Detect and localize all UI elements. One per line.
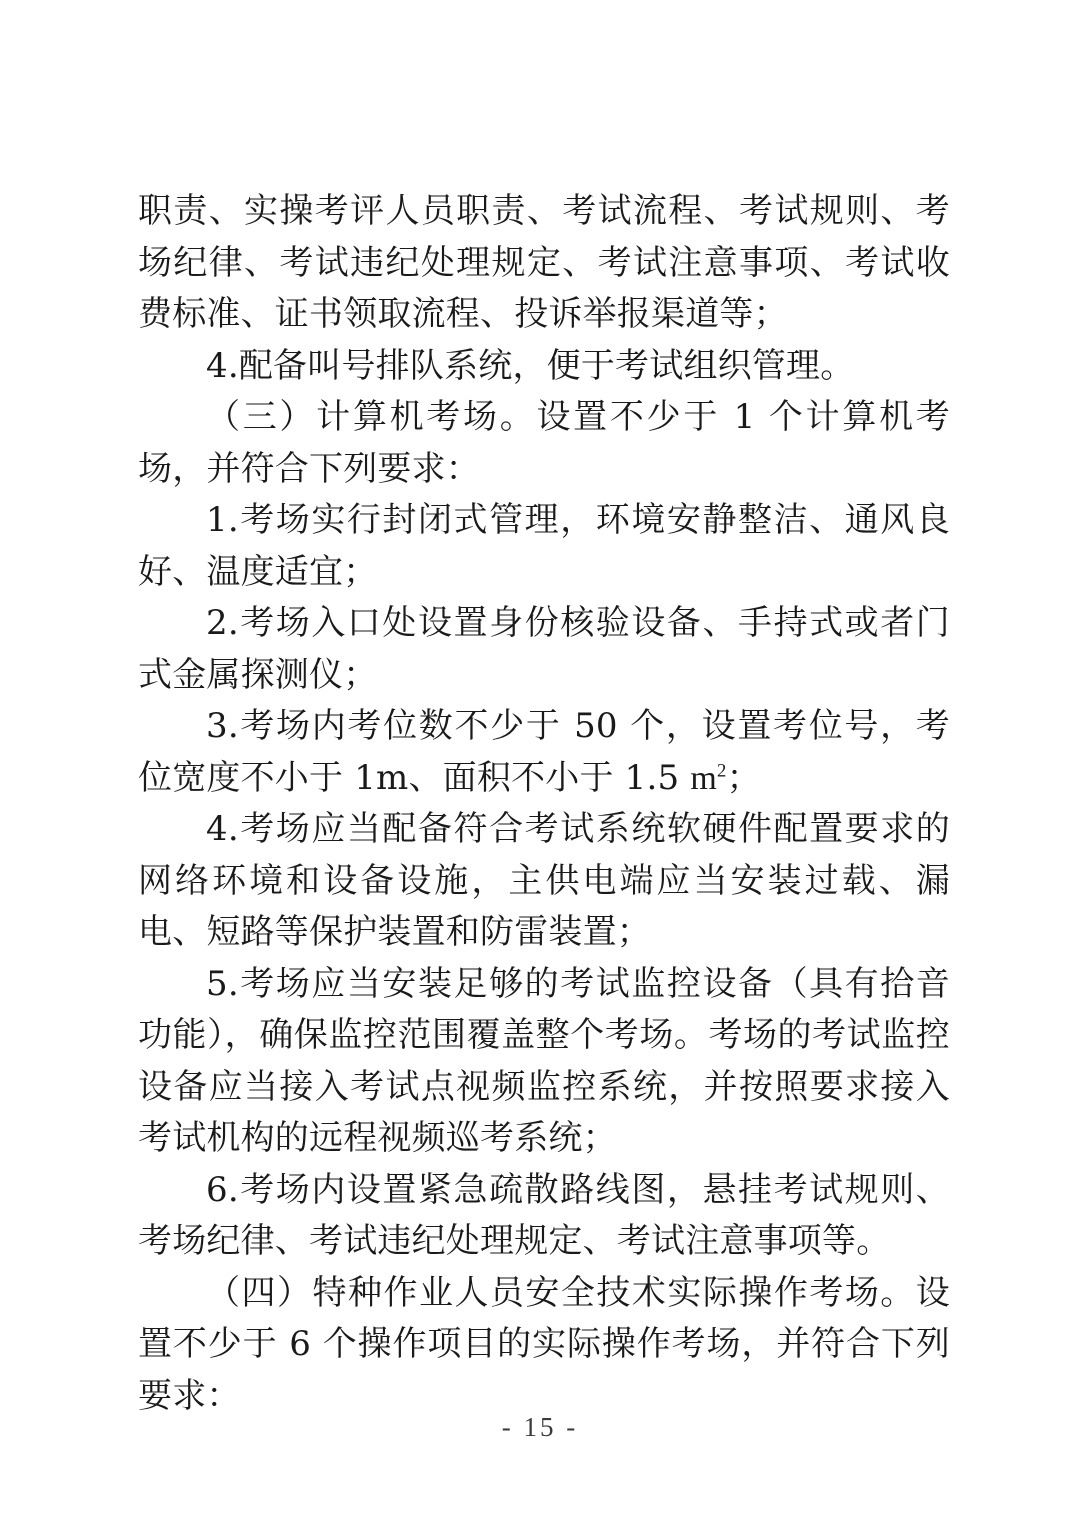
paragraph-item-2-entrance-verification: 2.考场入口处设置身份核验设备、手持式或者门式金属探测仪；	[138, 603, 950, 695]
page-footer	[0, 1412, 1080, 1443]
seat-count-text-suffix: ；	[726, 757, 761, 798]
paragraph-item-4-network-and-power: 4.考场应当配备符合考试系统软硬件配置要求的网络环境和设备设施，主供电端应当安装过载、漏电、短路等保护装置和防雷装置；	[138, 809, 950, 952]
page-number: - 15 -	[501, 1412, 579, 1442]
paragraph-item-6-evacuation-map: 6.考场内设置紧急疏散路线图，悬挂考试规则、考场纪律、考试违纪处理规定、考试注意事项等。	[138, 1169, 950, 1261]
body-text-column	[138, 186, 950, 1422]
paragraph-section-3-computer-exam-room: （三）计算机考场。设置不少于 1 个计算机考场，并符合下列要求：	[138, 397, 950, 489]
paragraph-item-4-queue-system: 4.配备叫号排队系统，便于考试组织管理。	[206, 345, 855, 386]
seat-count-text-prefix: 3.考场内考位数不少于 50 个，设置考位号，考位宽度不小于 1m、面积不小于 1.5	[138, 706, 950, 798]
paragraph-section-4-practical-exam-room: （四）特种作业人员安全技术实际操作考场。设置不少于 6 个操作项目的实际操作考场，并符合下列要求：	[138, 1272, 950, 1416]
paragraph-item-1-closed-management: 1.考场实行封闭式管理，环境安静整洁、通风良好、温度适宜；	[138, 500, 950, 592]
square-meter-exponent: 2	[717, 760, 727, 782]
paragraph-continued-duties: 职责、实操考评人员职责、考试流程、考试规则、考场纪律、考试违纪处理规定、考试注意事项、考试收费标准、证书领取流程、投诉举报渠道等；	[138, 191, 950, 334]
paragraph-item-5-monitoring: 5.考场应当安装足够的考试监控设备（具有拾音功能），确保监控范围覆盖整个考场。考场的考试监控设备应当接入考试点视频监控系统，并按照要求接入考试机构的远程视频巡考系统；	[138, 963, 950, 1158]
square-meter-base: m	[690, 759, 718, 797]
paragraph-item-3-seat-count	[138, 701, 950, 804]
square-meter-unit	[690, 760, 726, 797]
